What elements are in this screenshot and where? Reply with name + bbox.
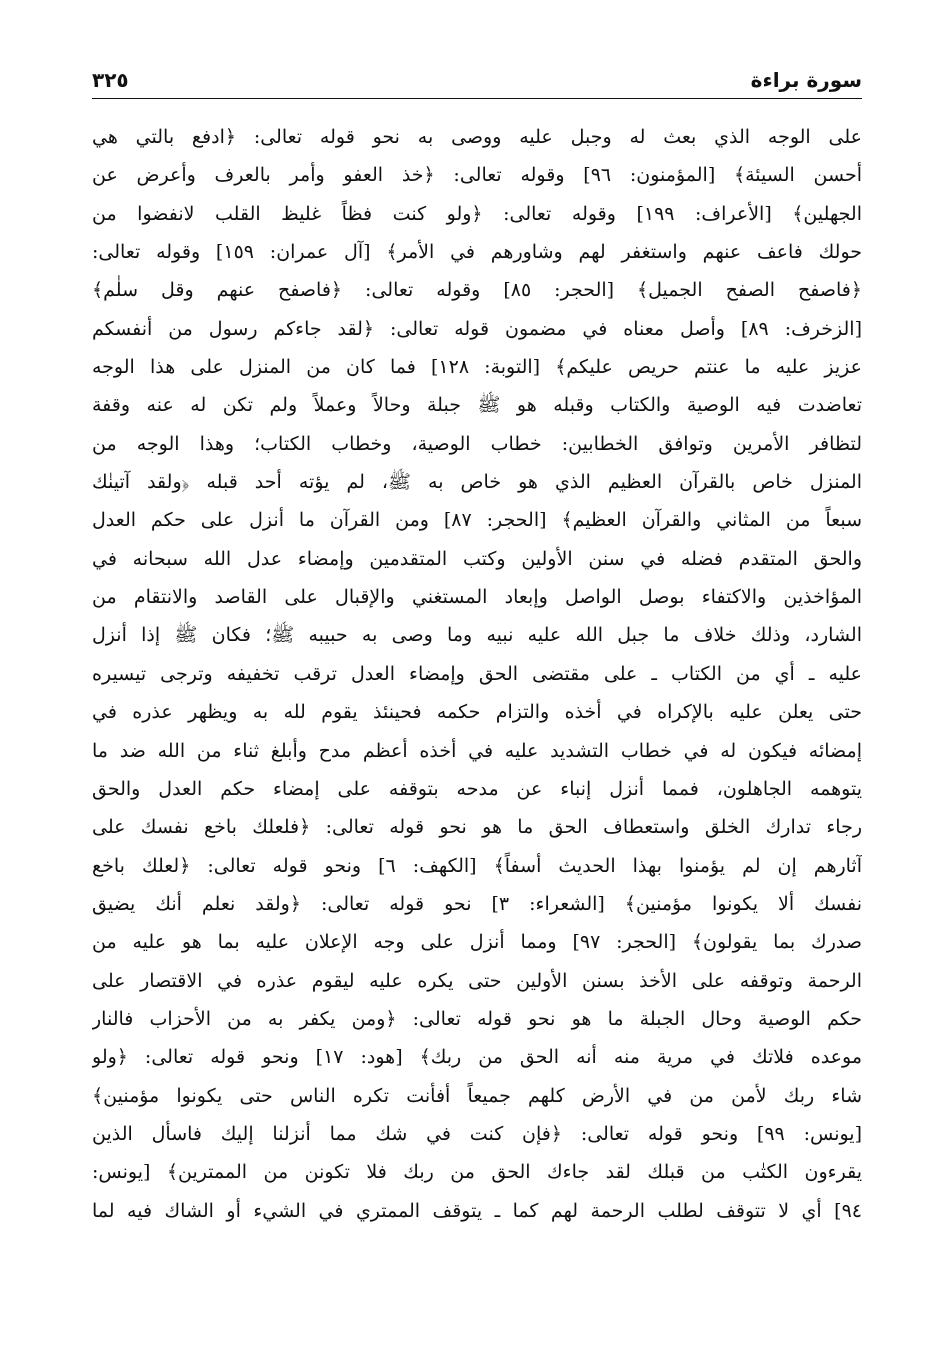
text-line: عليه ـ أي من الكتاب ـ على مقتضى الحق وإمضاء العدل ترقب تخفيفه وترجى تيسيره bbox=[92, 662, 862, 685]
text-line: عزيز عليه ما عنتم حريص عليكم﴾ [التوبة: ١٢٨] فما كان من المنزل على هذا الوجه bbox=[92, 356, 862, 379]
text-line: الشارد، وذلك خلاف ما جبل الله عليه نبيه وما وصى به حبيبه ﷺ؛ فكان ﷺ إذا أنزل bbox=[92, 624, 862, 647]
text-line: سبعاً من المثاني والقرآن العظيم﴾ [الحجر: ٨٧] ومن القرآن ما أنزل على حكم العدل bbox=[92, 509, 862, 532]
text-line: نفسك ألا يكونوا مؤمنين﴾ [الشعراء: ٣] نحو قوله تعالى: ﴿ولقد نعلم أنك يضيق bbox=[92, 892, 862, 915]
text-line: [الزخرف: ٨٩] وأصل معناه في مضمون قوله تعالى: ﴿لقد جاءكم رسول من أنفسكم bbox=[92, 317, 862, 340]
text-line: لتظافر الأمرين وتوافق الخطابين: خطاب الوصية، وخطاب الكتاب؛ وهذا الوجه من bbox=[92, 432, 862, 455]
text-line: موعده فلاتك في مرية منه أنه الحق من ربك﴾ [هود: ١٧] ونحو قوله تعالى: ﴿ولو bbox=[92, 1046, 862, 1069]
text-line: أحسن السيئة﴾ [المؤمنون: ٩٦] وقوله تعالى: ﴿خذ العفو وأمر بالعرف وأعرض عن bbox=[92, 164, 862, 187]
text-line: المنزل خاص بالقرآن العظيم الذي هو خاص به ﷺ، لم يؤته أحد قبله ﴿ولقد آتينٰك bbox=[92, 471, 862, 494]
running-title: سورة براءة bbox=[750, 68, 862, 92]
text-line: حولك فاعف عنهم واستغفر لهم وشاورهم في الأمر﴾ [آل عمران: ١٥٩] وقوله تعالى: bbox=[92, 241, 862, 264]
text-line: حتى يعلن عليه بالإكراه في أخذه والتزام حكمه فحينئذ يقوم لله به ويظهر عذره في bbox=[92, 701, 862, 724]
text-line: [يونس: ٩٩] ونحو قوله تعالى: ﴿فإن كنت في شك مما أنزلنا إليك فاسأل الذين bbox=[92, 1122, 862, 1145]
text-line: تعاضدت فيه الوصية والكتاب وقبله هو ﷺ جبلة وحالاً وعملاً ولم تكن له عنه وقفة bbox=[92, 394, 862, 417]
text-line: الرحمة وتوقفه على الأخذ بسنن الأولين حتى يكره عليه ليقوم عذره في الاقتصار على bbox=[92, 969, 862, 992]
text-line: إمضائه فيكون له في خطاب التشديد عليه في أخذه أعظم مدح وأبلغ ثناء من الله ضد ما bbox=[92, 739, 862, 762]
text-line: المؤاخذين والاكتفاء بوصل الواصل وإبعاد المستغني والإقبال على القاصد والانتقام من bbox=[92, 586, 862, 609]
text-line: ٩٤] أي لا تتوقف لطلب الرحمة لهم كما ـ يتوقف الممتري في الشيء أو الشاك فيه لما bbox=[92, 1199, 862, 1222]
text-line: آثارهم إن لم يؤمنوا بهذا الحديث أسفاً﴾ [الكهف: ٦] ونحو قوله تعالى: ﴿لعلك باخع bbox=[92, 854, 862, 877]
page-number: ٣٢٥ bbox=[92, 68, 129, 92]
text-line: يقرءون الكتٰب من قبلك لقد جاءك الحق من ربك فلا تكونن من الممترين﴾ [يونس: bbox=[92, 1161, 862, 1184]
text-line: يتوهمه الجاهلون، فمما أنزل إنباء عن مدحه بتوقفه على إمضاء حكم العدل والحق bbox=[92, 777, 862, 800]
text-line: شاء ربك لأمن من في الأرض كلهم جميعاً أفأنت تكره الناس حتى يكونوا مؤمنين﴾ bbox=[92, 1084, 862, 1107]
page-header bbox=[92, 62, 862, 96]
text-line: ﴿فاصفح الصفح الجميل﴾ [الحجر: ٨٥] وقوله تعالى: ﴿فاصفح عنهم وقل سلٰم﴾ bbox=[92, 279, 862, 302]
body-text bbox=[92, 118, 862, 1230]
text-line: والحق المتقدم فضله في سنن الأولين وكتب المتقدمين وإمضاء عدل الله سبحانه في bbox=[92, 547, 862, 570]
text-line: رجاء تدارك الخلق واستعطاف الحق ما هو نحو قوله تعالى: ﴿فلعلك باخع نفسك على bbox=[92, 816, 862, 839]
text-line: صدرك بما يقولون﴾ [الحجر: ٩٧] ومما أنزل على وجه الإعلان عليه بما هو عليه من bbox=[92, 931, 862, 954]
header-divider bbox=[92, 98, 862, 99]
text-line: الجهلين﴾ [الأعراف: ١٩٩] وقوله تعالى: ﴿ولو كنت فظاً غليظ القلب لانفضوا من bbox=[92, 202, 862, 225]
text-line: على الوجه الذي بعث له وجبل عليه ووصى به نحو قوله تعالى: ﴿ادفع بالتي هي bbox=[92, 126, 862, 148]
text-line: حكم الوصية وحال الجبلة ما هو نحو قوله تعالى: ﴿ومن يكفر به من الأحزاب فالنار bbox=[92, 1007, 862, 1030]
